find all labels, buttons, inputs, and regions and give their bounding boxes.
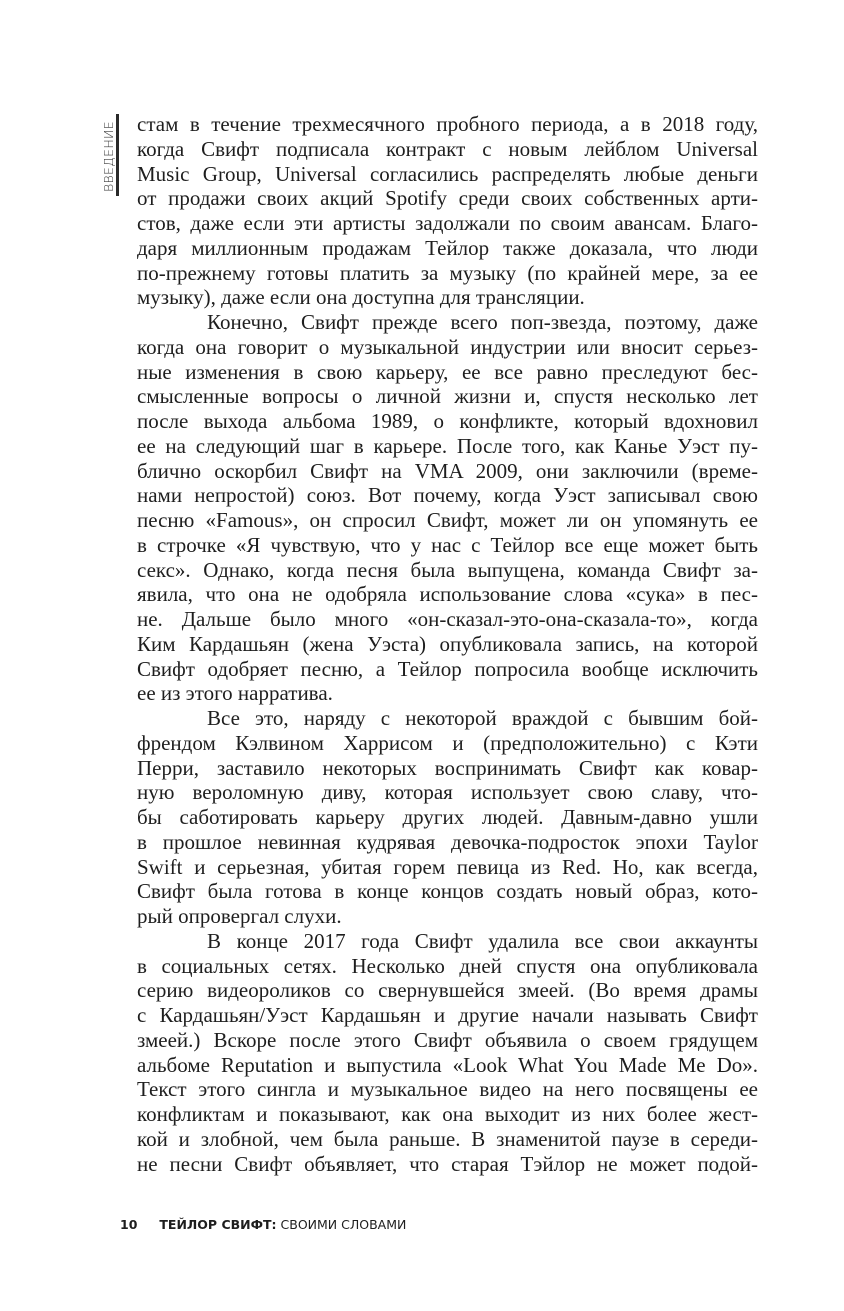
- text-line: смысленные вопросы о личной жизни и, спустя несколько лет: [137, 384, 758, 409]
- text-line: не песни Свифт объявляет, что старая Тэйлор не может подой-: [137, 1151, 758, 1176]
- body-text: [137, 112, 758, 1176]
- text-line: ее из этого нарратива.: [137, 681, 333, 706]
- text-line: когда Свифт подписала контракт с новым лейблом Universal: [137, 136, 758, 161]
- text-line: стам в течение трехмесячного пробного периода, а в 2018 году,: [137, 112, 758, 136]
- text-line: после выхода альбома 1989, о конфликте, который вдохновил: [137, 409, 758, 433]
- text-line: песню «Famous», он спросил Свифт, может ли он упомянуть ее: [137, 508, 758, 532]
- book-title-light: СВОИМИ СЛОВАМИ: [280, 1217, 407, 1232]
- text-line: Текст этого сингла и музыкальное видео на него посвящены ее: [137, 1077, 758, 1102]
- text-line: серию видеороликов со свернувшейся змеей. (Во время драмы: [137, 978, 758, 1003]
- page-number: 10: [120, 1217, 138, 1232]
- text-line: в социальных сетях. Несколько дней спустя она опубликовала: [137, 953, 758, 978]
- text-line: блично оскорбил Свифт на VMA 2009, они заключили (време-: [137, 458, 758, 483]
- paragraph: [137, 112, 758, 310]
- chapter-side-label-text: ВВЕДЕНИЕ: [100, 120, 116, 192]
- text-line: альбоме Reputation и выпустила «Look What You Made Me Do».: [137, 1052, 758, 1077]
- text-line: Свифт была готова в конце концов создать новый образ, кото-: [137, 879, 758, 904]
- text-line: ее на следующий шаг в карьере. После того, как Канье Уэст пу-: [137, 433, 758, 458]
- text-line: В конце 2017 года Свифт удалила все свои аккаунты: [207, 928, 758, 953]
- text-line: Swift и серьезная, убитая горем певица из Red. Но, как всегда,: [137, 854, 758, 879]
- chapter-side-label: [100, 116, 116, 196]
- text-line: френдом Кэлвином Харрисом и (предположительно) с Кэти: [137, 730, 758, 755]
- text-line: ные изменения в свою карьеру, ее все равно преследуют бес-: [137, 359, 758, 384]
- text-line: нами непростой) союз. Вот почему, когда Уэст записывал свою: [137, 483, 758, 508]
- text-line: не. Дальше было много «он-сказал-это-она-сказала-то», когда: [137, 607, 758, 631]
- text-line: по-прежнему готовы платить за музыку (по крайней мере, за ее: [137, 260, 758, 285]
- text-line: в прошлое невинная кудрявая девочка-подросток эпохи Taylor: [137, 829, 758, 854]
- text-line: когда она говорит о музыкальной индустрии или вносит серьез-: [137, 334, 758, 359]
- text-line: кой и злобной, чем была раньше. В знаменитой паузе в середи-: [137, 1126, 758, 1151]
- paragraph: [137, 929, 758, 1177]
- book-title-bold: ТЕЙЛОР СВИФТ:: [159, 1217, 277, 1232]
- text-line: конфликтам и показывают, как она выходит из них более жест-: [137, 1102, 758, 1126]
- text-line: ную вероломную диву, которая использует свою славу, что-: [137, 780, 758, 805]
- text-line: Все это, наряду с некоторой враждой с бывшим бой-: [207, 706, 758, 730]
- text-line: Конечно, Свифт прежде всего поп-звезда, поэтому, даже: [207, 310, 758, 334]
- text-line: Ким Кардашьян (жена Уэста) опубликовала запись, на которой: [137, 631, 758, 656]
- paragraph: [137, 706, 758, 929]
- text-line: с Кардашьян/Уэст Кардашьян и другие начали называть Свифт: [137, 1003, 758, 1027]
- paragraph: [137, 310, 758, 706]
- text-line: стов, даже если эти артисты задолжали по своим авансам. Благо-: [137, 211, 758, 235]
- text-line: секс». Однако, когда песня была выпущена, команда Свифт за-: [137, 557, 758, 582]
- chapter-marker-bar: [116, 114, 119, 196]
- text-line: от продажи своих акций Spotify среди своих собственных арти-: [137, 186, 758, 211]
- text-line: явила, что она не одобряла использование слова «сука» в пес-: [137, 582, 758, 607]
- text-line: Свифт одобряет песню, а Тейлор попросила вообще исключить: [137, 656, 758, 681]
- text-line: музыку), даже если она доступна для трансляции.: [137, 285, 585, 310]
- text-line: в строчке «Я чувствую, что у нас с Тейлор все еще может быть: [137, 532, 758, 557]
- text-line: Music Group, Universal согласились распределять любые деньги: [137, 161, 758, 186]
- text-line: змеей.) Вскоре после этого Свифт объявила о своем грядущем: [137, 1027, 758, 1052]
- text-line: Перри, заставило некоторых воспринимать Свифт как ковар-: [137, 755, 758, 780]
- text-line: рый опровергал слухи.: [137, 904, 342, 928]
- page-footer: [120, 1217, 406, 1232]
- text-line: бы саботировать карьеру других людей. Давным-давно ушли: [137, 805, 758, 829]
- text-line: даря миллионным продажам Тейлор также доказала, что люди: [137, 235, 758, 260]
